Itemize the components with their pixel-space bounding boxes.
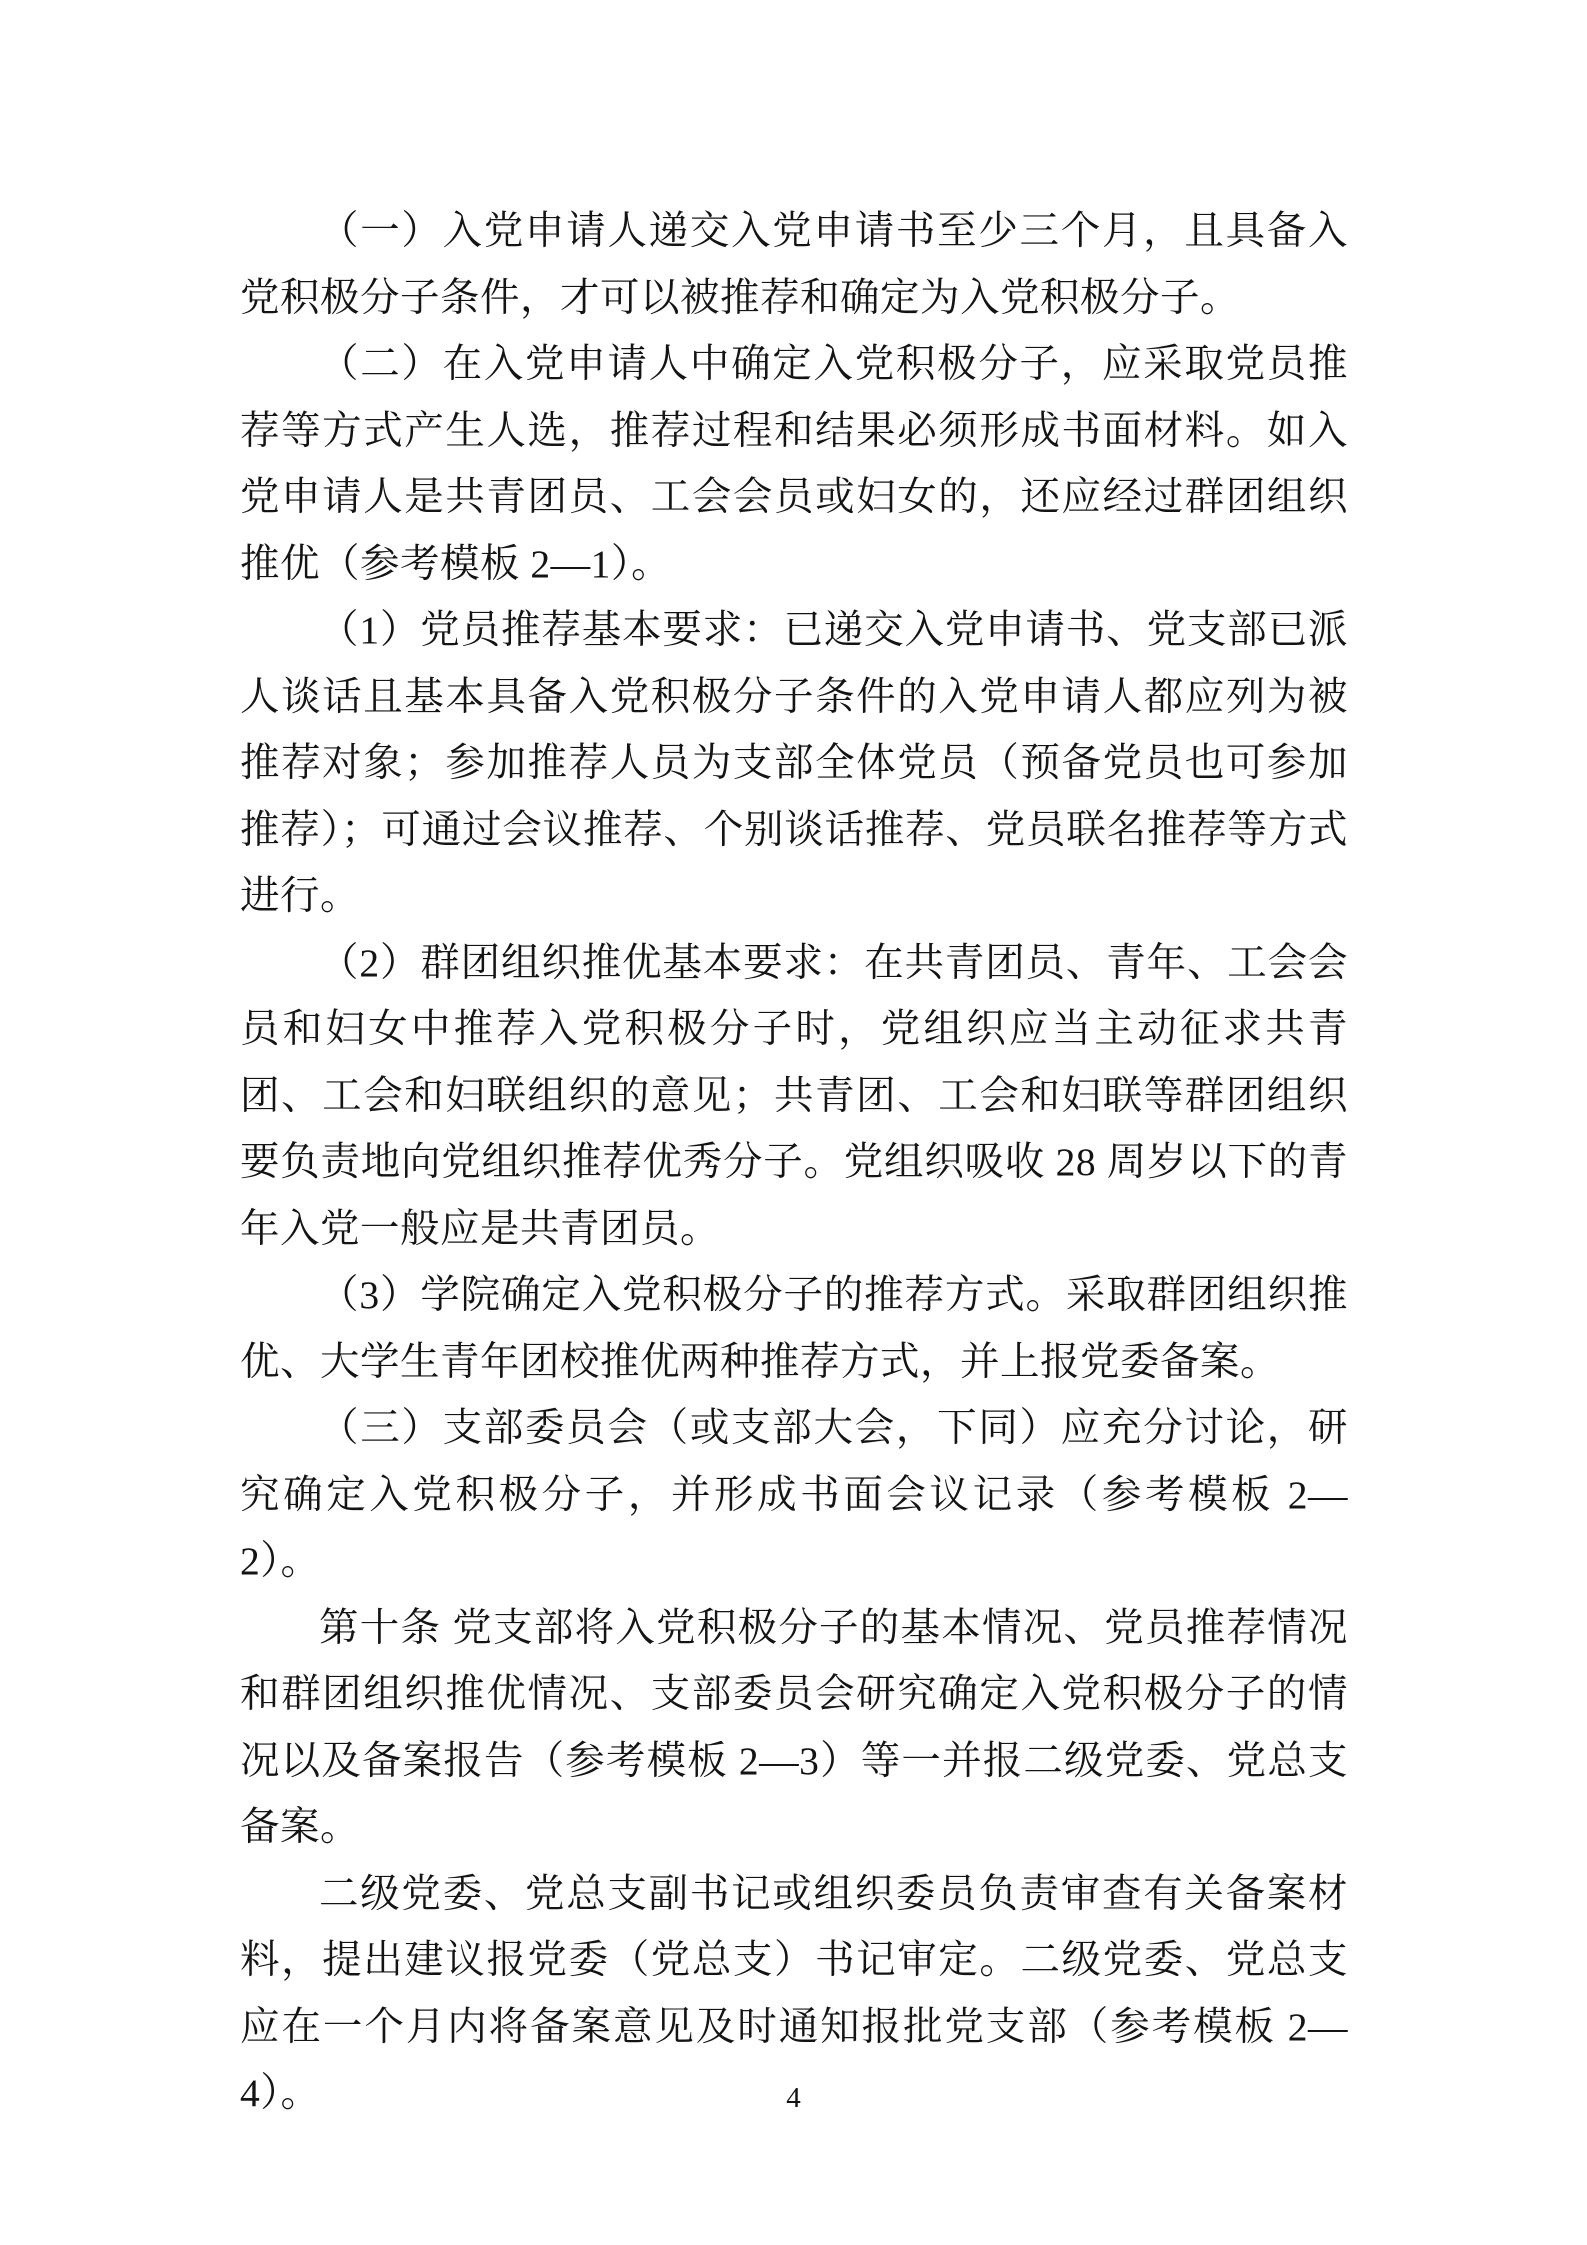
paragraph: （3）学院确定入党积极分子的推荐方式。采取群团组织推优、大学生青年团校推优两种推荐方式，并上报党委备案。 bbox=[240, 1273, 1348, 1384]
page-number: 4 bbox=[786, 2082, 801, 2114]
paragraph: （2）群团组织推优基本要求：在共青团员、青年、工会会员和妇女中推荐入党积极分子时，党组织应当主动征求共青团、工会和妇联组织的意见；共青团、工会和妇联等群团组织要负责地向党组织推荐优秀分子。党组织吸收 28 周岁以下的青年入党一般应是共青团员。 bbox=[240, 940, 1348, 1251]
paragraph: （二）在入党申请人中确定入党积极分子，应采取党员推荐等方式产生人选，推荐过程和结果必须形成书面材料。如入党申请人是共青团员、工会会员或妇女的，还应经过群团组织推优（参考模板 2—1）。 bbox=[240, 342, 1348, 586]
paragraph: 第十条 党支部将入党积极分子的基本情况、党员推荐情况和群团组织推优情况、支部委员会研究确定入党积极分子的情况以及备案报告（参考模板 2—3）等一并报二级党委、党总支备案。 bbox=[240, 1605, 1348, 1849]
paragraph: （1）党员推荐基本要求：已递交入党申请书、党支部已派人谈话且基本具备入党积极分子条件的入党申请人都应列为被推荐对象；参加推荐人员为支部全体党员（预备党员也可参加推荐）；可通过会议推荐、个别谈话推荐、党员联名推荐等方式进行。 bbox=[240, 608, 1348, 918]
paragraph: 二级党委、党总支副书记或组织委员负责审查有关备案材料，提出建议报党委（党总支）书记审定。二级党委、党总支应在一个月内将备案意见及时通知报批党支部（参考模板 2—4）。 bbox=[240, 1871, 1348, 2115]
document-body bbox=[240, 198, 1348, 2127]
paragraph: （一）入党申请人递交入党申请书至少三个月，且具备入党积极分子条件，才可以被推荐和确定为入党积极分子。 bbox=[240, 209, 1348, 320]
paragraph: （三）支部委员会（或支部大会，下同）应充分讨论，研究确定入党积极分子，并形成书面会议记录（参考模板 2—2）。 bbox=[240, 1406, 1348, 1583]
